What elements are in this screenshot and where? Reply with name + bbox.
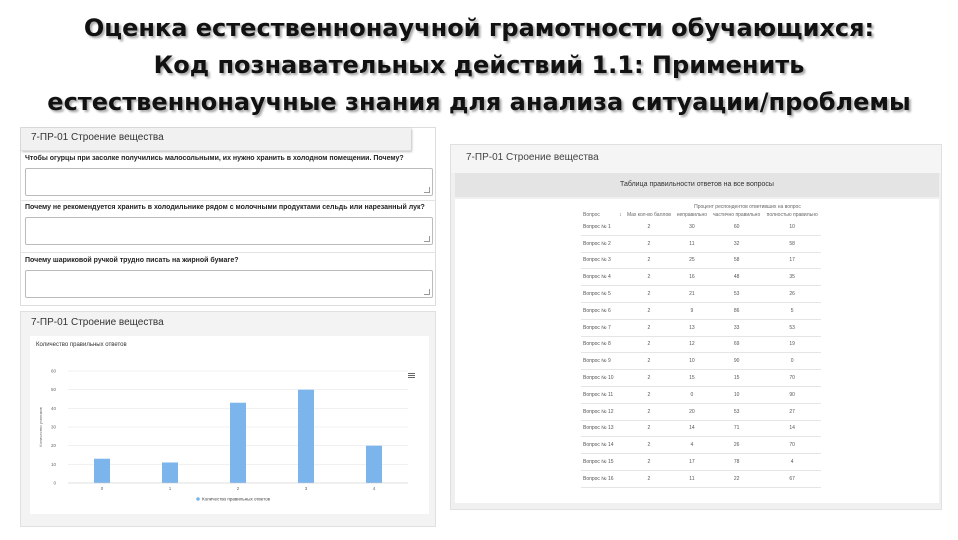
table-subtitle: Таблица правильности ответов на все вопросы [455, 173, 939, 197]
cell-full: 70 [763, 370, 821, 387]
cell-question: Вопрос № 2 [581, 235, 617, 252]
cell-question: Вопрос № 11 [581, 386, 617, 403]
y-tick-label: 50 [50, 387, 56, 393]
question-item-1 [25, 155, 435, 196]
y-axis-label: Количество учеников [38, 407, 43, 447]
cell-spacer [617, 336, 624, 353]
cell-partial: 10 [710, 386, 764, 403]
cell-wrong: 20 [674, 403, 710, 420]
cell-spacer [617, 470, 624, 487]
y-tick-label: 10 [50, 461, 56, 467]
x-tick-label: 4 [372, 486, 376, 491]
cell-max-points: 2 [624, 454, 674, 471]
legend-label: Количество правильных ответов [202, 496, 271, 502]
cell-question: Вопрос № 8 [581, 336, 617, 353]
col-header-max[interactable]: Max кол-во баллов [626, 212, 671, 218]
x-tick-label: 1 [168, 486, 172, 491]
table-row [581, 386, 821, 403]
title-line-2: Код познавательных действий 1.1: Применить [153, 51, 805, 79]
cell-wrong: 21 [674, 286, 710, 303]
chart-panel-title: 7-ПР-01 Строение вещества [31, 317, 164, 328]
chart-title: Количество правильных ответов [36, 342, 127, 348]
cell-wrong: 11 [674, 235, 710, 252]
cell-full: 58 [763, 235, 821, 252]
table-row [581, 319, 821, 336]
answer-textarea-2[interactable] [25, 217, 433, 245]
cell-full: 5 [763, 302, 821, 319]
cell-partial: 58 [710, 252, 764, 269]
questions-panel-title: 7-ПР-01 Строение вещества [31, 132, 164, 143]
cell-wrong: 17 [674, 454, 710, 471]
questions-panel-header [21, 128, 411, 151]
question-item-3 [25, 257, 435, 298]
cell-spacer [617, 386, 624, 403]
x-tick-label: 3 [304, 486, 308, 491]
table-row [581, 454, 821, 471]
col-header-wrong[interactable]: неправильно [676, 212, 708, 218]
bar [230, 403, 246, 483]
chart-container [30, 336, 429, 514]
cell-full: 26 [763, 286, 821, 303]
cell-max-points: 2 [624, 470, 674, 487]
y-tick-label: 60 [50, 368, 56, 374]
cell-max-points: 2 [624, 336, 674, 353]
cell-max-points: 2 [624, 286, 674, 303]
cell-partial: 26 [710, 437, 764, 454]
divider [21, 252, 435, 253]
cell-full: 67 [763, 470, 821, 487]
cell-spacer [617, 302, 624, 319]
cell-question: Вопрос № 5 [581, 286, 617, 303]
cell-max-points: 2 [624, 269, 674, 286]
y-tick-label: 40 [50, 405, 56, 411]
cell-max-points: 2 [624, 302, 674, 319]
table-row [581, 470, 821, 487]
cell-partial: 86 [710, 302, 764, 319]
cell-partial: 15 [710, 370, 764, 387]
cell-max-points: 2 [624, 252, 674, 269]
bar [298, 390, 314, 483]
table-row [581, 370, 821, 387]
y-tick-label: 20 [50, 443, 56, 449]
y-tick-label: 30 [50, 424, 56, 430]
table-panel [450, 144, 942, 510]
cell-question: Вопрос № 12 [581, 403, 617, 420]
cell-partial: 22 [710, 470, 764, 487]
cell-wrong: 14 [674, 420, 710, 437]
answer-textarea-3[interactable] [25, 270, 433, 298]
chart-panel [20, 311, 436, 527]
title-line-1: Оценка естественнонаучной грамотности обучающихся: [83, 14, 875, 42]
cell-max-points: 2 [624, 420, 674, 437]
cell-full: 14 [763, 420, 821, 437]
question-item-2 [25, 204, 435, 245]
cell-spacer [617, 235, 624, 252]
cell-partial: 48 [710, 269, 764, 286]
cell-full: 4 [763, 454, 821, 471]
y-tick-label: 0 [53, 480, 56, 486]
cell-partial: 69 [710, 336, 764, 353]
bar [366, 446, 382, 483]
questions-panel [20, 127, 436, 306]
cell-question: Вопрос № 15 [581, 454, 617, 471]
cell-max-points: 2 [624, 319, 674, 336]
cell-full: 35 [763, 269, 821, 286]
cell-question: Вопрос № 13 [581, 420, 617, 437]
group-header: Процент респондентов ответивших на вопрос [694, 204, 801, 210]
cell-spacer [617, 269, 624, 286]
cell-question: Вопрос № 1 [581, 219, 617, 235]
cell-question: Вопрос № 6 [581, 302, 617, 319]
table-row [581, 219, 821, 235]
cell-max-points: 2 [624, 235, 674, 252]
cell-full: 10 [763, 219, 821, 235]
cell-question: Вопрос № 4 [581, 269, 617, 286]
bar [94, 459, 110, 483]
x-tick-label: 0 [100, 486, 104, 491]
question-text-2: Почему не рекомендуется хранить в холодильнике рядом с молочными продуктами сельдь или нарезанный лук? [25, 204, 425, 211]
cell-wrong: 9 [674, 302, 710, 319]
col-header-question[interactable]: Вопрос [583, 212, 600, 218]
table-panel-title: 7-ПР-01 Строение вещества [466, 152, 599, 163]
cell-partial: 53 [710, 286, 764, 303]
cell-wrong: 12 [674, 336, 710, 353]
answer-textarea-1[interactable] [25, 168, 433, 196]
cell-partial: 60 [710, 219, 764, 235]
cell-wrong: 10 [674, 353, 710, 370]
table-row [581, 420, 821, 437]
table-row [581, 353, 821, 370]
cell-spacer [617, 353, 624, 370]
cell-partial: 90 [710, 353, 764, 370]
cell-spacer [617, 370, 624, 387]
answers-table [581, 203, 821, 488]
cell-question: Вопрос № 9 [581, 353, 617, 370]
table-row [581, 252, 821, 269]
bar-chart [30, 336, 429, 514]
bar [162, 462, 178, 483]
divider [21, 200, 435, 201]
table-panel-header [451, 145, 941, 173]
cell-spacer [617, 454, 624, 471]
cell-partial: 32 [710, 235, 764, 252]
cell-question: Вопрос № 14 [581, 437, 617, 454]
cell-spacer [617, 319, 624, 336]
table-row [581, 437, 821, 454]
question-text-3: Почему шариковой ручкой трудно писать на жирной бумаге? [25, 257, 239, 264]
col-header-points[interactable]: ↕ [619, 212, 622, 218]
table-row [581, 286, 821, 303]
cell-full: 90 [763, 386, 821, 403]
cell-full: 27 [763, 403, 821, 420]
question-text-1: Чтобы огурцы при засолке получились малосольными, их нужно хранить в холодном помещении. Почему? [25, 155, 404, 162]
cell-wrong: 4 [674, 437, 710, 454]
cell-partial: 33 [710, 319, 764, 336]
table-row [581, 235, 821, 252]
cell-spacer [617, 219, 624, 235]
cell-full: 53 [763, 319, 821, 336]
cell-wrong: 11 [674, 470, 710, 487]
cell-max-points: 2 [624, 353, 674, 370]
cell-question: Вопрос № 10 [581, 370, 617, 387]
cell-spacer [617, 420, 624, 437]
cell-max-points: 2 [624, 386, 674, 403]
cell-partial: 53 [710, 403, 764, 420]
x-tick-label: 2 [236, 486, 240, 491]
cell-question: Вопрос № 7 [581, 319, 617, 336]
cell-wrong: 30 [674, 219, 710, 235]
table-row [581, 336, 821, 353]
cell-full: 19 [763, 336, 821, 353]
cell-spacer [617, 286, 624, 303]
cell-max-points: 2 [624, 403, 674, 420]
cell-max-points: 2 [624, 370, 674, 387]
legend-marker [196, 497, 200, 501]
table-row [581, 403, 821, 420]
cell-wrong: 13 [674, 319, 710, 336]
cell-wrong: 16 [674, 269, 710, 286]
table-body-area [455, 199, 939, 503]
cell-full: 0 [763, 353, 821, 370]
table-row [581, 269, 821, 286]
cell-spacer [617, 252, 624, 269]
cell-wrong: 0 [674, 386, 710, 403]
slide-title [0, 10, 958, 121]
table-row [581, 302, 821, 319]
cell-wrong: 15 [674, 370, 710, 387]
cell-max-points: 2 [624, 219, 674, 235]
title-line-3: естественнонаучные знания для анализа ситуации/проблемы [47, 88, 911, 116]
cell-spacer [617, 437, 624, 454]
cell-full: 70 [763, 437, 821, 454]
cell-full: 17 [763, 252, 821, 269]
cell-wrong: 25 [674, 252, 710, 269]
cell-max-points: 2 [624, 437, 674, 454]
cell-question: Вопрос № 16 [581, 470, 617, 487]
col-header-partial[interactable]: частично правильно [712, 212, 761, 218]
col-header-full[interactable]: полностью правильно [766, 212, 818, 218]
cell-spacer [617, 403, 624, 420]
cell-partial: 71 [710, 420, 764, 437]
cell-partial: 78 [710, 454, 764, 471]
cell-question: Вопрос № 3 [581, 252, 617, 269]
table-header-spacer [581, 203, 674, 211]
